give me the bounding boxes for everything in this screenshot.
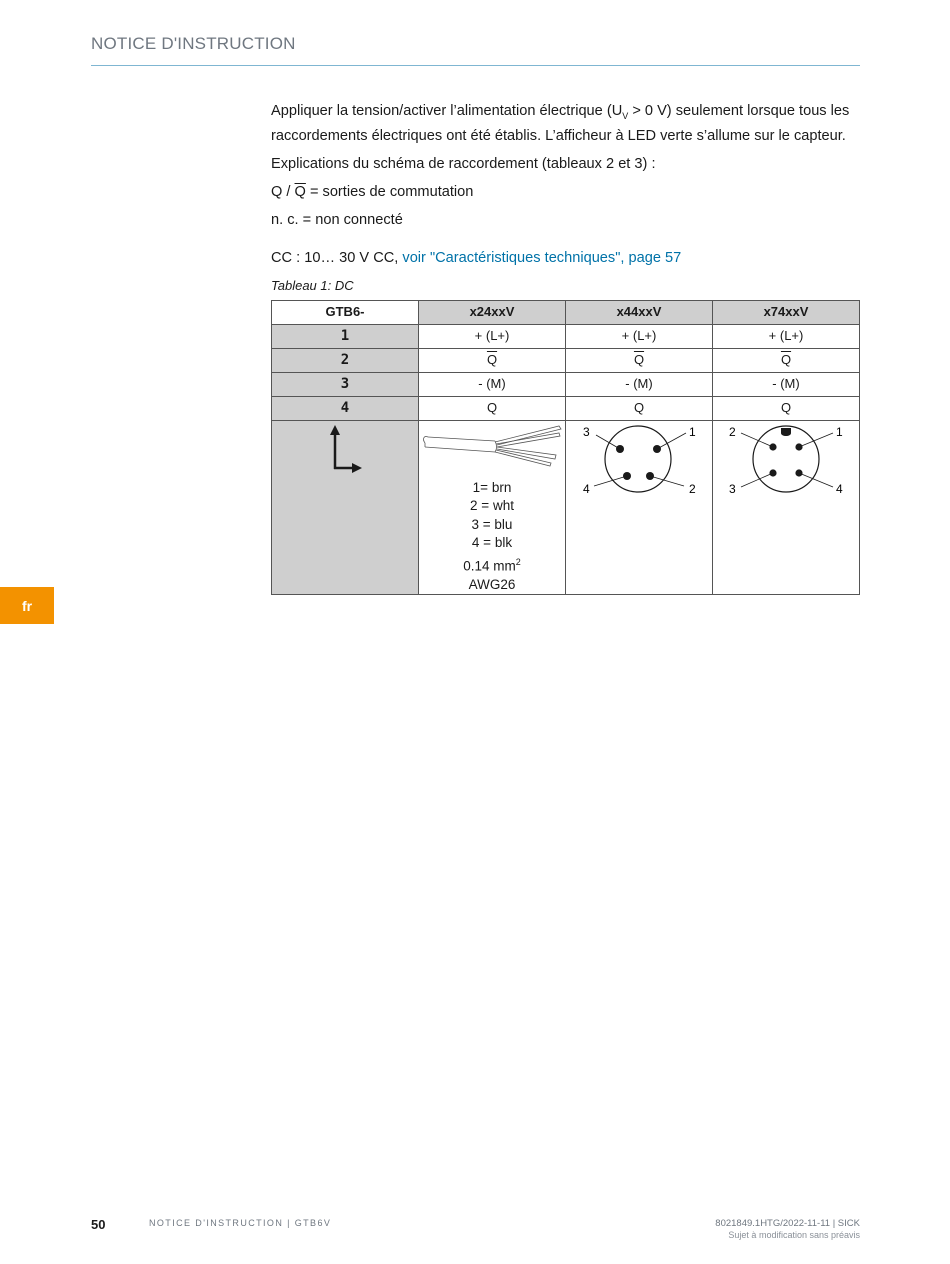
cable-icon (419, 421, 565, 467)
cable-cell (419, 420, 566, 595)
table-row (272, 348, 860, 372)
wire-blue: 3 = blu (471, 516, 513, 532)
m8-connector-cell (566, 420, 713, 595)
m8-connector-icon (566, 421, 712, 501)
table-cell: Q (566, 396, 713, 420)
q-bar-symbol: $\overline{Q}$ (294, 183, 306, 200)
pin-label: 2 (689, 481, 696, 496)
wire-section-sup: 2 (515, 556, 521, 567)
table-cell: + (L+) (713, 324, 860, 348)
intro-paragraph-voltage (271, 101, 860, 146)
q-symbol: Q (271, 183, 283, 200)
header-divider (91, 65, 860, 66)
wire-section-value: 0.14 mm (463, 558, 516, 574)
table-caption: Tableau 1: DC (271, 277, 354, 293)
intro-paragraph-nc: n. c. = non connecté (271, 211, 403, 228)
pin-label: 4 (836, 481, 843, 496)
m12-connector-cell (713, 420, 860, 595)
table-cell (713, 348, 860, 372)
table-cell: - (M) (566, 372, 713, 396)
table-cell (419, 348, 566, 372)
pin-number: 4 (272, 396, 419, 420)
footer-note: Sujet à modification sans préavis (728, 1230, 860, 1240)
dc-connection-table (271, 300, 860, 596)
m12-connector-icon (713, 421, 859, 501)
q-separator: / (282, 183, 295, 200)
table-row (272, 372, 860, 396)
q-bar-value: $\overline{Q}$ (633, 352, 645, 368)
table-row (272, 324, 860, 348)
wire-white: 2 = wht (470, 498, 514, 514)
table-cell: - (M) (419, 372, 566, 396)
table-header-cell: x24xxV (419, 300, 566, 324)
table-header-cell: GTB6- (272, 300, 419, 324)
table-header-cell: x74xxV (713, 300, 860, 324)
wire-section (419, 553, 565, 576)
q-bar-value: $\overline{Q}$ (486, 352, 498, 368)
page-number: 50 (91, 1217, 106, 1232)
footer-document-title: NOTICE D'INSTRUCTION | GTB6V (149, 1218, 332, 1228)
table-cell: + (L+) (419, 324, 566, 348)
pin-label: 1 (689, 424, 696, 439)
pin-label: 3 (583, 424, 590, 439)
connection-arrow-icon (272, 421, 418, 491)
table-cell: - (M) (713, 372, 860, 396)
intro-subscript: V (622, 110, 629, 121)
diagram-row (272, 420, 860, 595)
wire-black: 4 = blk (471, 535, 513, 551)
table-cell (566, 348, 713, 372)
wire-awg: AWG26 (468, 576, 516, 592)
connection-arrow-cell (272, 420, 419, 595)
table-cell: Q (713, 396, 860, 420)
footer-reference: 8021849.1HTG/2022-11-11 | SICK (715, 1218, 860, 1229)
table-row (272, 396, 860, 420)
pin-label: 1 (836, 424, 843, 439)
header-title: NOTICE D'INSTRUCTION (91, 34, 296, 53)
intro-text-b: > 0 V) seulement lorsque tous les raccordements électriques ont été établis. L’afficheur à LED verte s’allume sur le capteur. (271, 103, 850, 144)
cc-line (271, 248, 860, 268)
pin-label: 4 (583, 481, 590, 496)
q-bar-value: $\overline{Q}$ (780, 352, 792, 368)
cc-label: CC : 10… 30 V CC, (271, 249, 403, 266)
intro-paragraph-outputs (271, 182, 860, 202)
pin-label: 3 (729, 481, 736, 496)
table-header-row (272, 300, 860, 324)
wire-legend (419, 479, 565, 595)
pin-number: 1 (272, 324, 419, 348)
pin-number: 3 (272, 372, 419, 396)
table-cell: Q (419, 396, 566, 420)
table-header-cell: x44xxV (566, 300, 713, 324)
pin-label: 2 (729, 424, 736, 439)
table-cell: + (L+) (566, 324, 713, 348)
wire-brown: 1= brn (472, 479, 512, 495)
intro-text-a: Appliquer la tension/activer l’alimentation électrique (U (271, 103, 623, 119)
language-tab[interactable]: fr (0, 587, 54, 624)
pin-number: 2 (272, 348, 419, 372)
outputs-text: = sorties de commutation (305, 183, 474, 200)
intro-paragraph-explanations: Explications du schéma de raccordement (tableaux 2 et 3) : (271, 155, 656, 172)
main-content (271, 101, 860, 595)
technical-data-link[interactable]: voir "Caractéristiques techniques", page 57 (402, 249, 682, 266)
